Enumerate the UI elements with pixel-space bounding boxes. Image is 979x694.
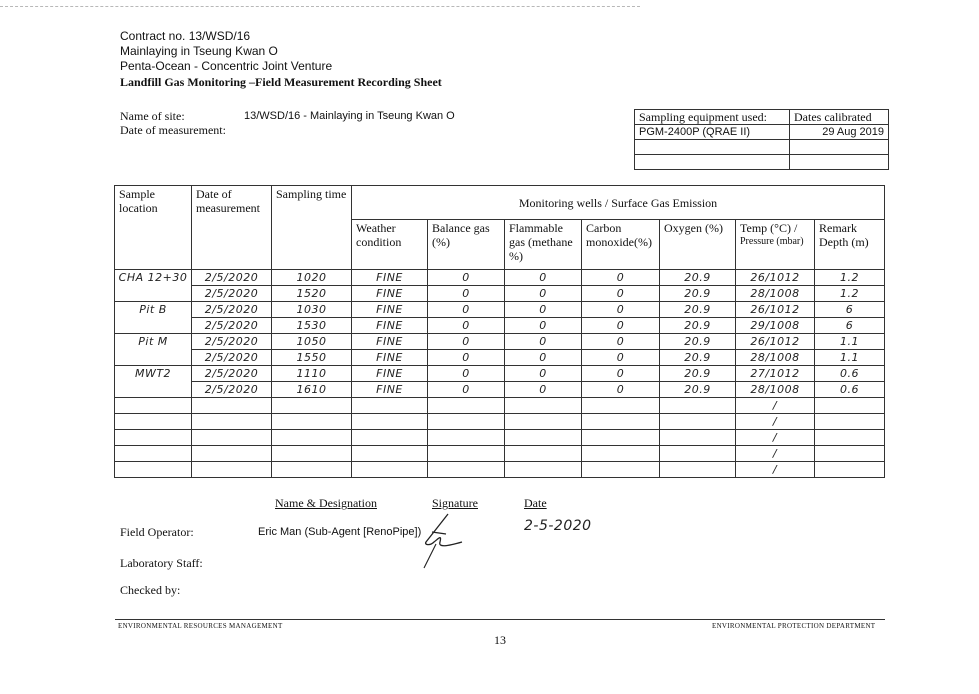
- cell-sampling-time: 1550: [296, 351, 327, 364]
- cell-carbon-monoxide: 0: [616, 319, 625, 332]
- cell-measurement-date: 2/5/2020: [204, 383, 259, 396]
- cell-depth: 6: [845, 303, 854, 316]
- footer-right: ENVIRONMENTAL PROTECTION DEPARTMENT: [712, 622, 876, 630]
- table-row: [115, 318, 885, 334]
- cell-measurement-date: 2/5/2020: [204, 351, 259, 364]
- cell-oxygen: 20.9: [684, 319, 711, 332]
- table-row: [115, 366, 885, 382]
- col-header-remark-depth: [815, 220, 885, 270]
- col-header-depth: Depth (m): [819, 235, 869, 249]
- cell-measurement-date: 2/5/2020: [204, 303, 259, 316]
- col-header-pressure: Pressure (mbar): [740, 236, 804, 247]
- cell-sampling-time: 1520: [296, 287, 327, 300]
- cell-sample-location: Pit M: [138, 335, 168, 349]
- col-header-temp: Temp (°C) /: [740, 221, 798, 235]
- field-operator-label: Field Operator:: [120, 525, 194, 539]
- cell-temp-pressure: 28/1008: [750, 351, 800, 364]
- cell-flammable-gas: 0: [539, 383, 547, 396]
- cell-weather: FINE: [376, 367, 403, 380]
- field-operator-name: Eric Man (Sub-Agent [RenoPipe]): [258, 526, 422, 538]
- cell-temp-pressure: /: [772, 399, 778, 412]
- cell-carbon-monoxide: 0: [616, 351, 625, 364]
- cell-weather: FINE: [376, 303, 403, 316]
- cell-flammable-gas: 0: [539, 351, 547, 364]
- col-header-time: Sampling time: [272, 186, 352, 270]
- cell-sample-location: Pit B: [139, 303, 167, 317]
- cell-carbon-monoxide: 0: [616, 335, 625, 348]
- cell-balance-gas: 0: [462, 303, 470, 316]
- field-operator-date: 2-5-2020: [524, 518, 592, 534]
- cell-oxygen: 20.9: [684, 383, 711, 396]
- equipment-value: PGM-2400P (QRAE II): [635, 125, 790, 140]
- cell-flammable-gas: 0: [539, 367, 547, 380]
- cell-depth: 1.1: [840, 351, 860, 364]
- cell-oxygen: 20.9: [684, 335, 711, 348]
- calibration-date: 29 Aug 2019: [790, 125, 889, 140]
- equipment-header: Sampling equipment used:: [635, 110, 790, 125]
- cell-temp-pressure: 26/1012: [750, 271, 800, 284]
- cell-temp-pressure: /: [772, 463, 778, 476]
- cell-sampling-time: 1530: [296, 319, 327, 332]
- cell-sampling-time: 1050: [296, 335, 327, 348]
- cell-temp-pressure: 26/1012: [750, 335, 800, 348]
- cell-oxygen: 20.9: [684, 303, 711, 316]
- cell-measurement-date: 2/5/2020: [204, 335, 259, 348]
- cell-balance-gas: 0: [462, 383, 470, 396]
- cell-oxygen: 20.9: [684, 367, 711, 380]
- scan-top-line: [0, 6, 640, 7]
- contractor-name: Penta-Ocean - Concentric Joint Venture: [120, 59, 333, 73]
- cell-temp-pressure: /: [772, 415, 778, 428]
- cell-weather: FINE: [376, 383, 403, 396]
- cell-temp-pressure: /: [772, 447, 778, 460]
- table-row: [115, 446, 885, 462]
- cell-weather: FINE: [376, 287, 403, 300]
- col-header-date: Date of measurement: [192, 186, 272, 270]
- equipment-value: [635, 155, 790, 170]
- sheet-title: Landfill Gas Monitoring –Field Measurement Recording Sheet: [120, 75, 442, 89]
- cell-weather: FINE: [376, 351, 403, 364]
- col-header-remark: Remark: [819, 221, 857, 235]
- cell-carbon-monoxide: 0: [616, 383, 625, 396]
- equipment-value: [635, 140, 790, 155]
- table-row: [115, 430, 885, 446]
- cell-depth: 1.2: [840, 287, 860, 300]
- cell-balance-gas: 0: [462, 351, 470, 364]
- cell-depth: 0.6: [840, 367, 860, 380]
- cell-balance-gas: 0: [462, 335, 470, 348]
- cell-temp-pressure: 27/1012: [750, 367, 800, 380]
- cell-measurement-date: 2/5/2020: [204, 367, 259, 380]
- cell-flammable-gas: 0: [539, 287, 547, 300]
- table-row: [115, 270, 885, 286]
- checked-by-label: Checked by:: [120, 583, 181, 597]
- cell-sample-location: MWT2: [134, 367, 172, 381]
- cell-carbon-monoxide: 0: [616, 367, 625, 380]
- cell-oxygen: 20.9: [684, 287, 711, 300]
- measurement-table: [114, 185, 885, 478]
- cell-balance-gas: 0: [462, 319, 470, 332]
- cell-temp-pressure: 29/1008: [750, 319, 800, 332]
- footer-left: ENVIRONMENTAL RESOURCES MANAGEMENT: [118, 622, 283, 630]
- contract-number: Contract no. 13/WSD/16: [120, 29, 251, 43]
- cell-sampling-time: 1610: [296, 383, 327, 396]
- cell-flammable-gas: 0: [539, 335, 547, 348]
- table-row: [115, 414, 885, 430]
- project-name: Mainlaying in Tseung Kwan O: [120, 44, 278, 58]
- col-header-sample-location: Sample location: [115, 186, 192, 270]
- cell-flammable-gas: 0: [539, 319, 547, 332]
- cell-carbon-monoxide: 0: [616, 287, 625, 300]
- table-row: [115, 302, 885, 318]
- site-name-label: Name of site:: [120, 109, 185, 123]
- cell-weather: FINE: [376, 335, 403, 348]
- col-header-group: Monitoring wells / Surface Gas Emission: [352, 186, 885, 220]
- cell-temp-pressure: /: [772, 431, 778, 444]
- site-name-value: 13/WSD/16 - Mainlaying in Tseung Kwan O: [244, 110, 455, 122]
- table-row: [115, 462, 885, 478]
- table-row: [115, 350, 885, 366]
- cell-measurement-date: 2/5/2020: [204, 319, 259, 332]
- cell-sampling-time: 1110: [296, 367, 327, 380]
- cell-measurement-date: 2/5/2020: [204, 271, 259, 284]
- cell-temp-pressure: 28/1008: [750, 287, 800, 300]
- date-header: Date: [524, 496, 547, 510]
- col-header-carbon-monoxide: Carbon monoxide(%): [582, 220, 660, 270]
- cell-sampling-time: 1030: [296, 303, 327, 316]
- cell-balance-gas: 0: [462, 271, 470, 284]
- cell-depth: 1.2: [840, 271, 860, 284]
- table-row: [115, 286, 885, 302]
- name-designation-header: Name & Designation: [275, 496, 377, 510]
- cell-balance-gas: 0: [462, 287, 470, 300]
- cell-sampling-time: 1020: [296, 271, 327, 284]
- calibration-date: [790, 155, 889, 170]
- table-row: [115, 334, 885, 350]
- cell-balance-gas: 0: [462, 367, 470, 380]
- cell-flammable-gas: 0: [539, 271, 547, 284]
- cell-oxygen: 20.9: [684, 351, 711, 364]
- table-row: [115, 382, 885, 398]
- cell-weather: FINE: [376, 271, 403, 284]
- cell-weather: FINE: [376, 319, 403, 332]
- cell-carbon-monoxide: 0: [616, 271, 625, 284]
- cell-temp-pressure: 28/1008: [750, 383, 800, 396]
- col-header-flammable-gas: Flammable gas (methane %): [505, 220, 582, 270]
- col-header-weather: Weather condition: [352, 220, 428, 270]
- col-header-balance-gas: Balance gas (%): [428, 220, 505, 270]
- measurement-date-label: Date of measurement:: [120, 123, 226, 137]
- table-row: [115, 398, 885, 414]
- field-operator-signature: [418, 512, 474, 570]
- lab-staff-label: Laboratory Staff:: [120, 556, 203, 570]
- footer-rule: [115, 619, 885, 620]
- signature-header: Signature: [432, 496, 478, 510]
- measurement-rows: [115, 270, 885, 478]
- col-header-temp-pressure: [736, 220, 815, 270]
- cell-depth: 1.1: [840, 335, 860, 348]
- cell-carbon-monoxide: 0: [616, 303, 625, 316]
- calibration-date: [790, 140, 889, 155]
- cell-temp-pressure: 26/1012: [750, 303, 800, 316]
- page-number: 13: [494, 633, 506, 647]
- equipment-table: [634, 109, 889, 170]
- cell-depth: 6: [845, 319, 854, 332]
- col-header-oxygen: Oxygen (%): [660, 220, 736, 270]
- cell-flammable-gas: 0: [539, 303, 547, 316]
- cell-depth: 0.6: [840, 383, 860, 396]
- cell-sample-location: CHA 12+30: [118, 271, 188, 285]
- cell-oxygen: 20.9: [684, 271, 711, 284]
- cell-measurement-date: 2/5/2020: [204, 287, 259, 300]
- calibration-header: Dates calibrated: [790, 110, 889, 125]
